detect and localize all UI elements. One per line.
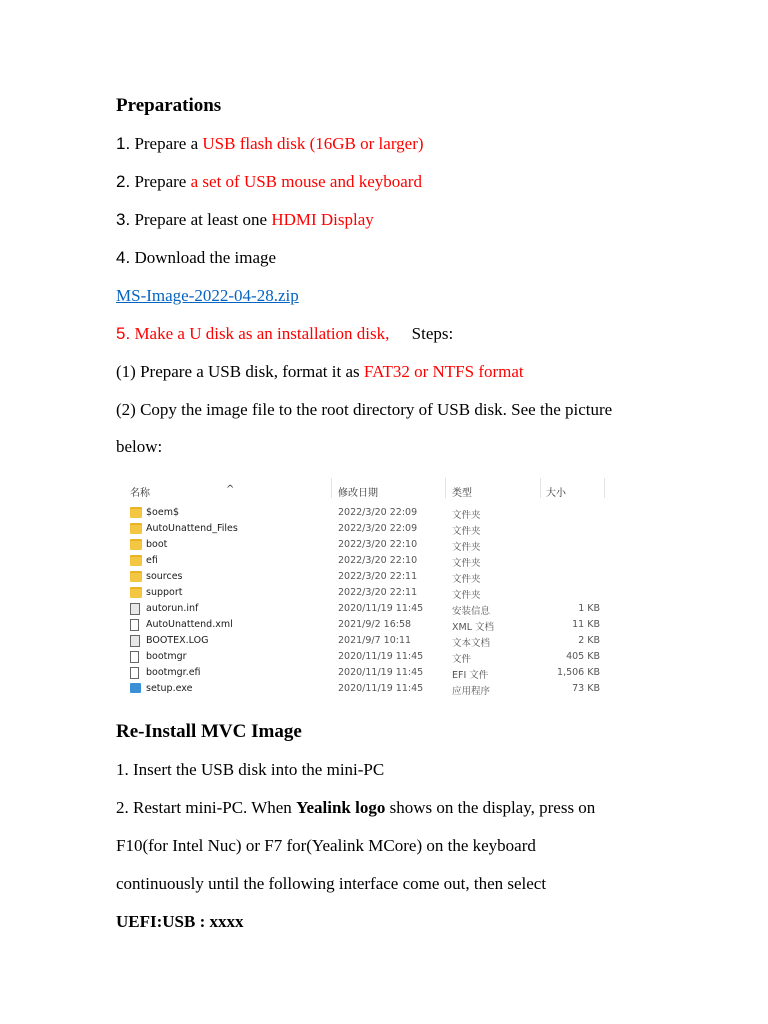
file-row[interactable] [118,570,618,586]
file-name: efi [146,555,158,566]
file-row[interactable] [118,522,618,538]
item-number: 5. [116,324,131,343]
step-2-line-2: below: [116,437,163,456]
file-modified-date: 2022/3/20 22:11 [338,587,418,598]
folder-icon [130,571,142,582]
file-modified-date: 2020/11/19 11:45 [338,651,424,662]
file-name: bootmgr.efi [146,667,201,678]
item-text: Prepare [134,172,191,191]
item-highlight: a set of USB mouse and keyboard [190,172,422,191]
prep-item-5 [116,324,453,344]
explorer-header [118,484,618,502]
item-text: Prepare at least one [134,210,272,229]
file-name: support [146,587,183,598]
file-name: AutoUnattend_Files [146,523,238,534]
file-size: 405 KB [566,651,600,662]
reinstall-heading: Re-Install MVC Image [116,721,302,742]
file-name: BOOTEX.LOG [146,635,209,646]
file-modified-date: 2022/3/20 22:11 [338,571,418,582]
file-type: 文件夹 [452,590,481,601]
item-highlight: USB flash disk (16GB or larger) [202,134,424,153]
reinstall-step-1: 1. Insert the USB disk into the mini-PC [116,760,385,779]
file-row[interactable] [118,618,618,634]
file-modified-date: 2022/3/20 22:09 [338,523,418,534]
file-modified-date: 2020/11/19 11:45 [338,603,424,614]
download-link-line [116,286,299,306]
item-text: Prepare a [134,134,203,153]
file-row[interactable] [118,666,618,682]
folder-icon [130,523,142,534]
step-2-line-1: (2) Copy the image file to the root directory of USB disk. See the picture [116,400,613,419]
step-1-line [116,362,524,382]
column-type-header[interactable]: 类型 [452,488,472,499]
file-type: 文件夹 [452,542,481,553]
file-row[interactable] [118,554,618,570]
file-type: 文本文档 [452,638,491,649]
item-highlight: HDMI Display [271,210,374,229]
folder-icon [130,507,142,518]
prep-item-1 [116,134,424,154]
column-size-header[interactable]: 大小 [546,488,566,499]
file-type: 文件夹 [452,558,481,569]
file-row[interactable] [118,506,618,522]
file-row[interactable] [118,538,618,554]
file-name: AutoUnattend.xml [146,619,233,630]
file-name: autorun.inf [146,603,199,614]
reinstall-step-2-line-1 [116,798,595,818]
file-modified-date: 2020/11/19 11:45 [338,667,424,678]
folder-icon [130,587,142,598]
item-highlight: Make a U disk as an installation disk, [134,324,390,343]
item-text: Download the image [134,248,277,267]
column-name-header[interactable]: 名称 [130,488,150,499]
step-text: (1) Prepare a USB disk, format it as [116,362,364,381]
step-text: 2. Restart mini-PC. When [116,798,297,817]
prep-item-3 [116,210,374,230]
preparations-heading: Preparations [116,95,222,116]
text-file-icon [130,635,140,647]
file-name: $oem$ [146,507,179,518]
item-number: 2. [116,172,131,191]
step-text: shows on the display, press on [385,798,596,817]
item-number: 1. [116,134,131,153]
settings-file-icon [130,603,140,615]
file-row[interactable] [118,634,618,650]
application-icon [130,683,141,693]
file-type: EFI 文件 [452,670,489,681]
item-text: Steps: [411,324,454,343]
file-modified-date: 2022/3/20 22:10 [338,539,418,550]
file-type: 文件夹 [452,510,481,521]
file-size: 2 KB [578,635,600,646]
file-name: sources [146,571,183,582]
file-row[interactable] [118,682,618,698]
file-row[interactable] [118,586,618,602]
file-icon [130,667,139,679]
prep-item-2 [116,172,422,192]
file-type: 文件夹 [452,574,481,585]
file-type: XML 文档 [452,622,495,633]
download-image-link[interactable]: MS-Image-2022-04-28.zip [116,286,299,305]
file-type: 文件 [452,654,472,665]
file-type: 应用程序 [452,686,491,697]
column-divider[interactable] [604,478,605,498]
file-type: 文件夹 [452,526,481,537]
column-divider[interactable] [445,478,446,498]
file-modified-date: 2021/9/7 10:11 [338,635,412,646]
column-date-header[interactable]: 修改日期 [338,488,378,499]
file-modified-date: 2020/11/19 11:45 [338,683,424,694]
file-name: bootmgr [146,651,187,662]
file-size: 11 KB [572,619,600,630]
file-size: 1 KB [578,603,600,614]
xml-file-icon [130,619,139,631]
sort-ascending-icon: ^ [226,484,235,495]
reinstall-step-2-line-2: F10(for Intel Nuc) or F7 for(Yealink MCore) on the keyboard [116,836,536,855]
reinstall-step-2-line-3: continuously until the following interface come out, then select [116,874,547,893]
folder-icon [130,555,142,566]
step-highlight: FAT32 or NTFS format [363,362,524,381]
file-type: 安装信息 [452,606,491,617]
file-row[interactable] [118,602,618,618]
file-modified-date: 2021/9/2 16:58 [338,619,412,630]
file-explorer-screenshot [118,474,618,696]
folder-icon [130,539,142,550]
file-size: 73 KB [572,683,600,694]
file-icon [130,651,139,663]
uefi-usb-option: UEFI:USB : xxxx [116,912,244,931]
item-number: 3. [116,210,131,229]
column-divider[interactable] [331,478,332,498]
column-divider[interactable] [540,478,541,498]
file-name: setup.exe [146,683,193,694]
file-row[interactable] [118,650,618,666]
step-bold-text: Yealink logo [296,798,386,817]
file-modified-date: 2022/3/20 22:10 [338,555,418,566]
file-name: boot [146,539,168,550]
prep-item-4 [116,248,276,268]
file-size: 1,506 KB [557,667,600,678]
file-modified-date: 2022/3/20 22:09 [338,507,418,518]
item-number: 4. [116,248,131,267]
